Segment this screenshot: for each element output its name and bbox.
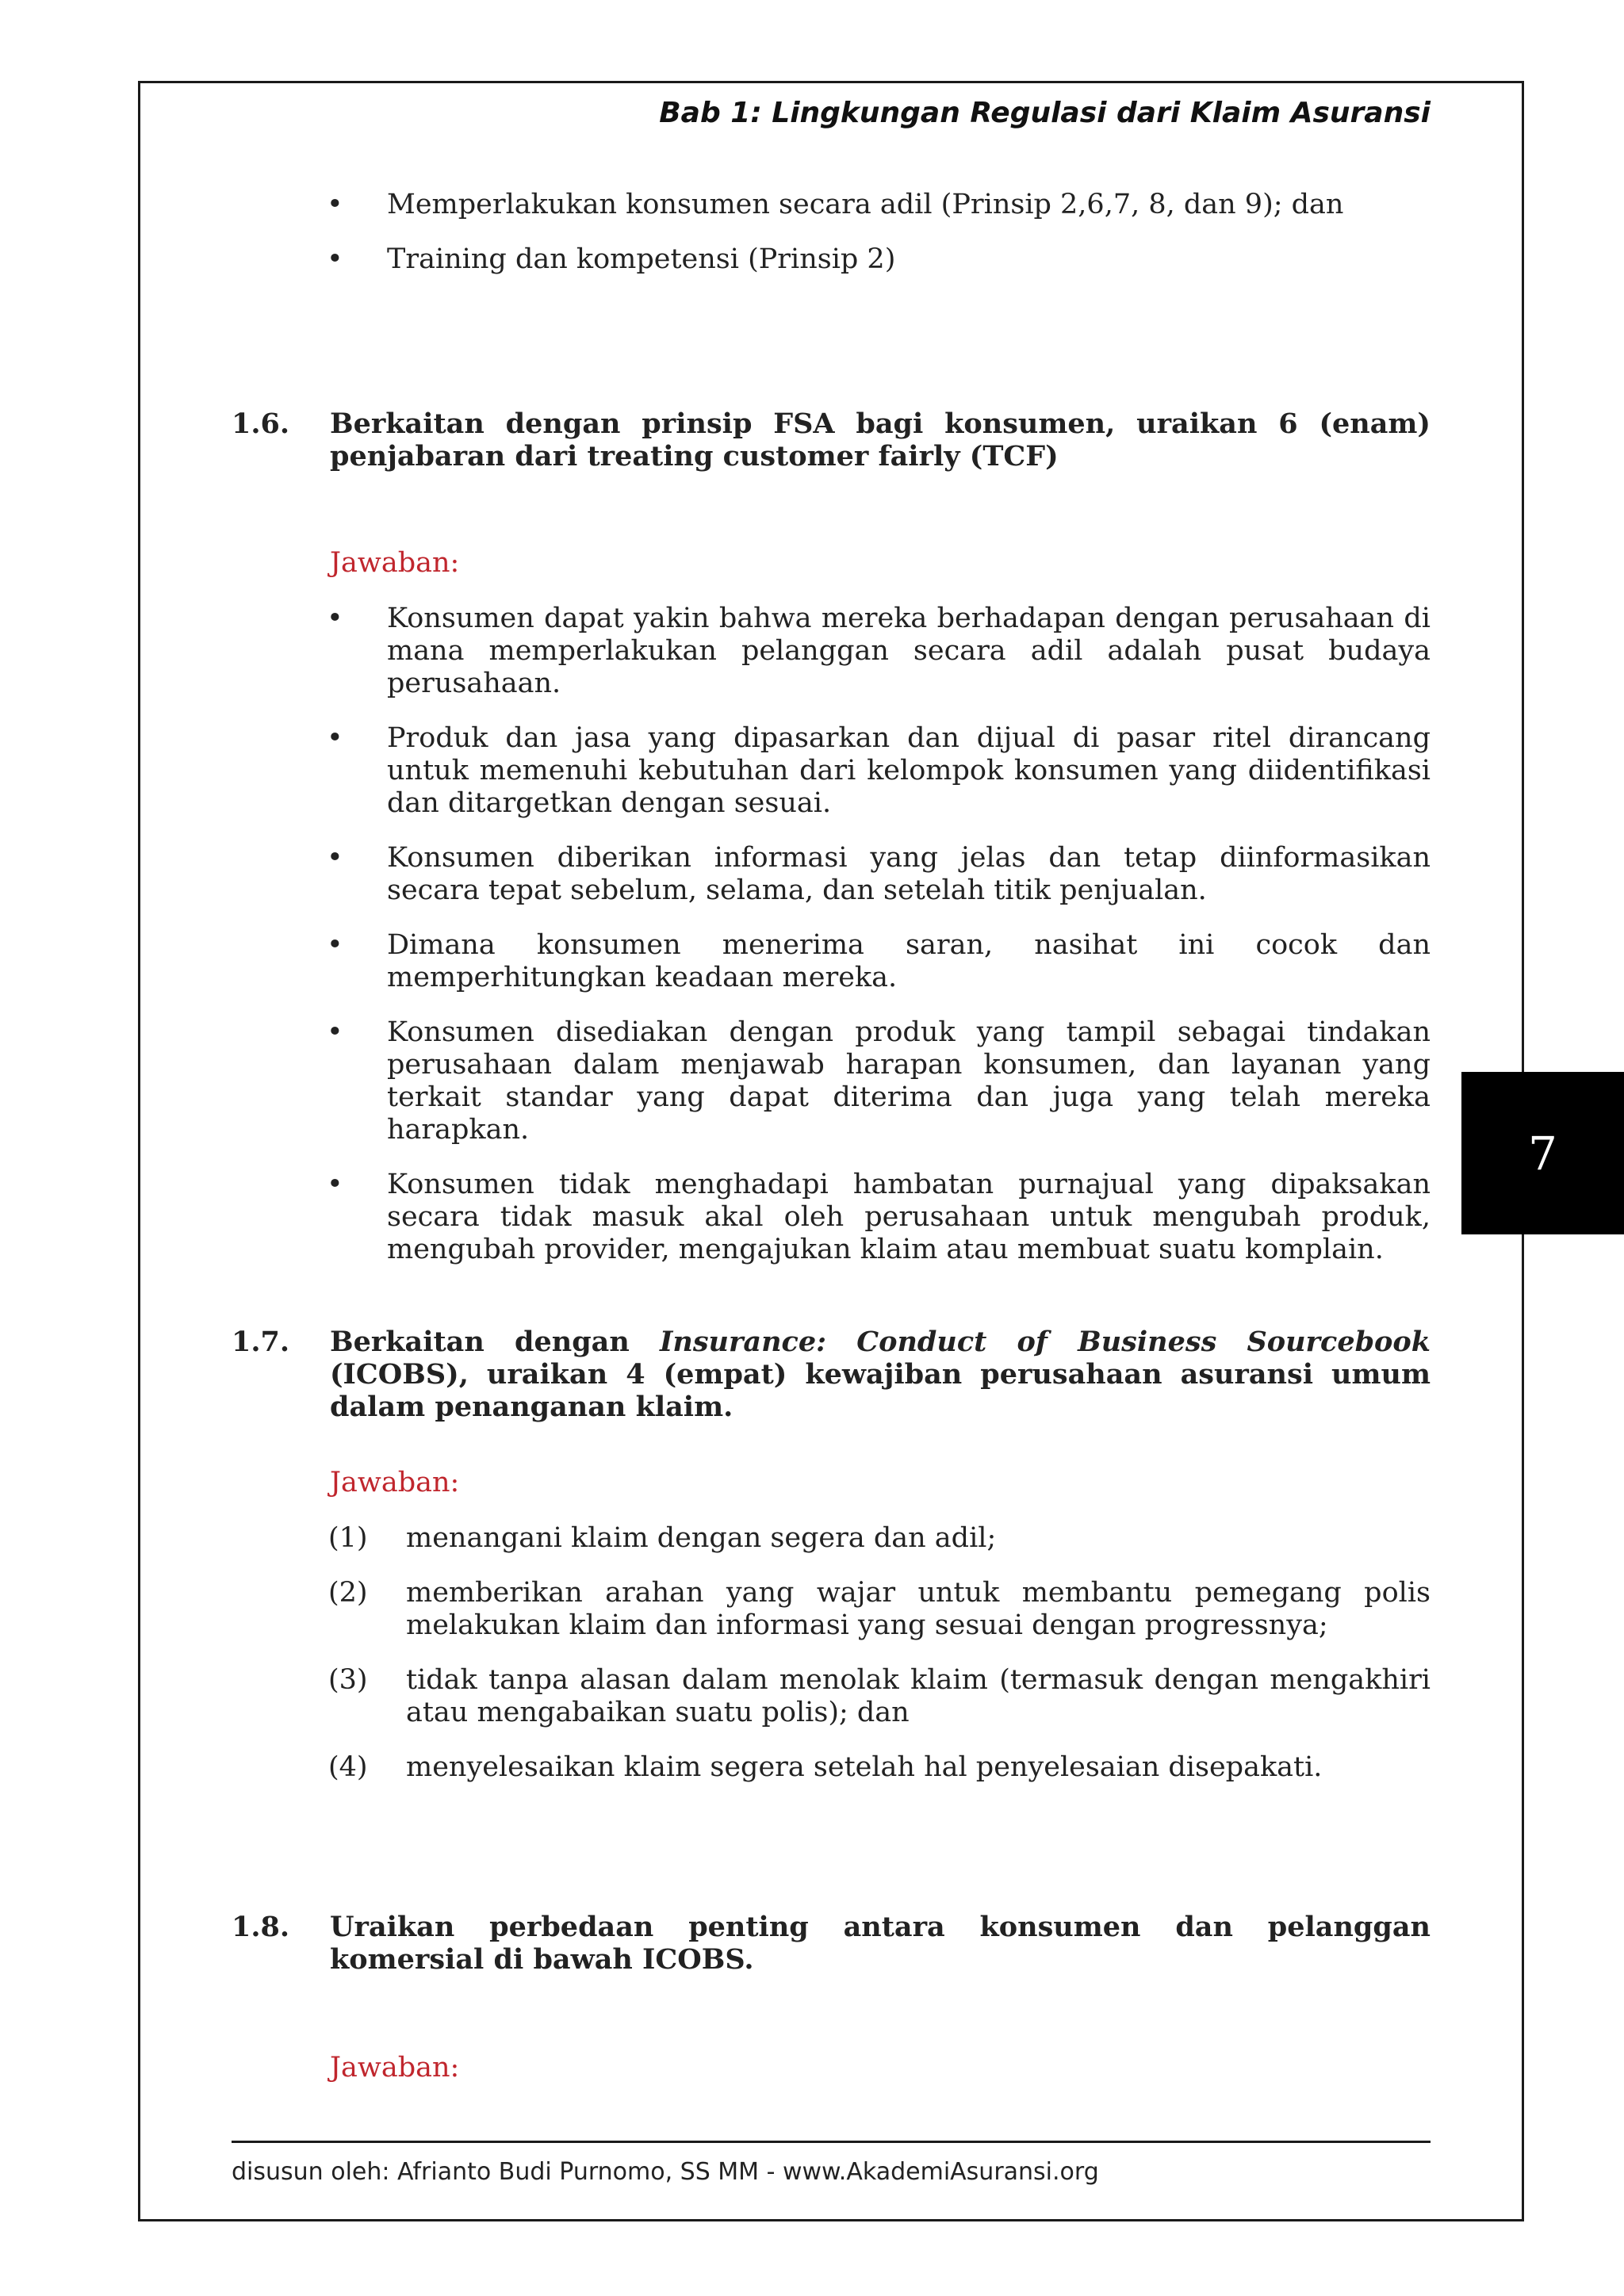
question-1-6 [232, 408, 1431, 473]
list-item-text: memberikan arahan yang wajar untuk membantu pemegang polis melakukan klaim dan informasi yang sesuai dengan progressnya; [406, 1577, 1431, 1641]
question-text-part: (ICOBS), uraikan 4 (empat) kewajiban perusahaan asuransi umum dalam penanganan klaim. [330, 1358, 1431, 1423]
list-item-number: (2) [328, 1577, 368, 1609]
list-item [320, 603, 1431, 700]
intro-bullet-list [320, 189, 1431, 276]
list-item-text: Konsumen diberikan informasi yang jelas dan tetap diinformasikan secara tepat sebelum, selama, dan setelah titik penjualan. [387, 842, 1431, 906]
bullet-icon: • [327, 189, 343, 220]
question-number: 1.8. [232, 1911, 290, 1943]
list-item-number: (3) [328, 1664, 368, 1696]
question-number: 1.7. [232, 1326, 290, 1358]
list-item [320, 243, 1431, 276]
list-item [328, 1664, 1431, 1729]
list-item-text: Konsumen dapat yakin bahwa mereka berhadapan dengan perusahaan di mana memperlakukan pelanggan secara adil adalah pusat budaya perusahaan. [387, 603, 1431, 699]
bullet-icon: • [327, 1169, 343, 1200]
list-item [320, 1016, 1431, 1146]
list-item [320, 1169, 1431, 1266]
question-text: Uraikan perbedaan penting antara konsumen dan pelanggan komersial di bawah ICOBS. [330, 1911, 1431, 1976]
answer-label: Jawaban: [330, 547, 460, 579]
answer-label: Jawaban: [330, 2052, 460, 2084]
list-item-text: Produk dan jasa yang dipasarkan dan dijual di pasar ritel dirancang untuk memenuhi kebutuhan dari kelompok konsumen yang diidentifikasi dan ditargetkan dengan sesuai. [387, 722, 1431, 819]
list-item-text: Konsumen disediakan dengan produk yang tampil sebagai tindakan perusahaan dalam menjawab harapan konsumen, dan layanan yang terkait standar yang dapat diterima dan juga yang telah mereka harapkan. [387, 1016, 1431, 1146]
answer-numbered-list [328, 1522, 1431, 1784]
bullet-icon: • [327, 243, 343, 275]
list-item [328, 1751, 1431, 1784]
question-number: 1.6. [232, 408, 290, 440]
bullet-icon: • [327, 603, 343, 634]
question-text-italic: Insurance: Conduct of Business Sourcebook [660, 1326, 1431, 1358]
list-item-text: Dimana konsumen menerima saran, nasihat ini cocok dan memperhitungkan keadaan mereka. [387, 929, 1431, 993]
bullet-icon: • [327, 1016, 343, 1048]
answer-label: Jawaban: [330, 1467, 460, 1498]
list-item-number: (4) [328, 1751, 368, 1783]
bullet-icon: • [327, 722, 343, 754]
list-item-text: menangani klaim dengan segera dan adil; [406, 1522, 997, 1554]
question-1-7 [232, 1326, 1431, 1423]
list-item-text: Konsumen tidak menghadapi hambatan purnajual yang dipaksakan secara tidak masuk akal oleh perusahaan untuk mengubah produk, mengubah provider, mengajukan klaim atau membuat suatu komplain. [387, 1169, 1431, 1265]
question-text: Berkaitan dengan prinsip FSA bagi konsumen, uraikan 6 (enam) penjabaran dari treating customer fairly (TCF) [330, 408, 1431, 473]
list-item-text: menyelesaikan klaim segera setelah hal penyelesaian disepakati. [406, 1751, 1323, 1783]
bullet-icon: • [327, 929, 343, 961]
list-item-text: Training dan kompetensi (Prinsip 2) [387, 243, 896, 275]
question-1-8 [232, 1911, 1431, 1976]
chapter-header: Bab 1: Lingkungan Regulasi dari Klaim Asuransi [659, 97, 1431, 129]
footer-divider [232, 2141, 1431, 2143]
question-text-part: Berkaitan dengan [330, 1326, 661, 1358]
answer-bullet-list [320, 603, 1431, 1266]
list-item [320, 189, 1431, 221]
list-item-text: tidak tanpa alasan dalam menolak klaim (termasuk dengan mengakhiri atau mengabaikan suatu polis); dan [406, 1664, 1431, 1728]
list-item [320, 929, 1431, 994]
question-text [330, 1326, 1431, 1423]
list-item-text: Memperlakukan konsumen secara adil (Prinsip 2,6,7, 8, dan 9); dan [387, 189, 1344, 220]
list-item [320, 722, 1431, 820]
page-number-tab: 7 [1461, 1072, 1624, 1234]
bullet-icon: • [327, 842, 343, 874]
list-item [320, 842, 1431, 907]
list-item [328, 1577, 1431, 1642]
list-item [328, 1522, 1431, 1555]
footer-credit: disusun oleh: Afrianto Budi Purnomo, SS MM - www.AkademiAsuransi.org [232, 2158, 1099, 2186]
list-item-number: (1) [328, 1522, 368, 1554]
